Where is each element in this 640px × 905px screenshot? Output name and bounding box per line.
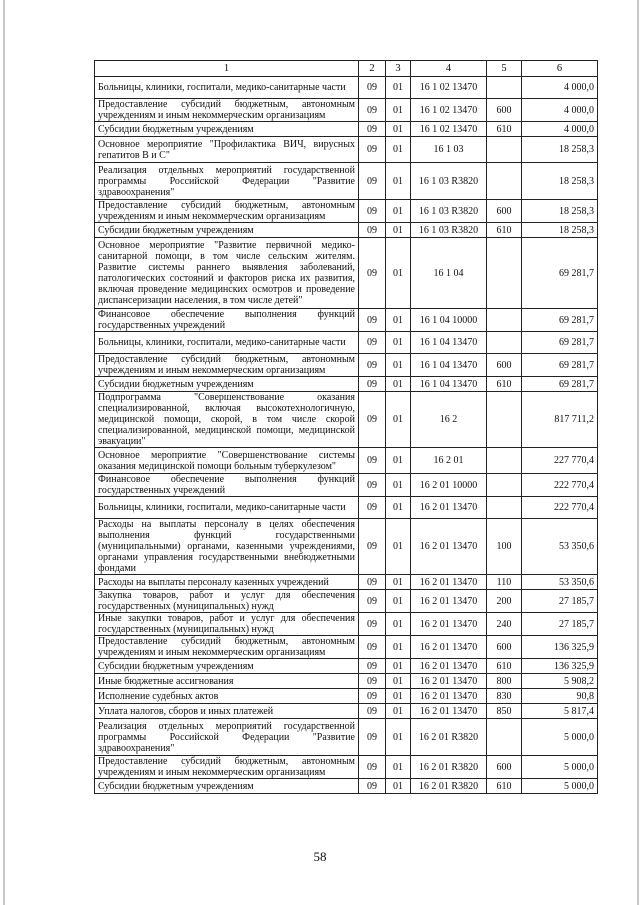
row-subsection: 01 [386,200,411,223]
row-target-article: 16 1 03 R3820 [411,223,487,238]
row-name: Основное мероприятие "Развитие первичной медико-санитарной помощи, в том числе сельским жителям. Развитие системы раннего выявления заболеваний, патологических состояний и факторов риска их развития, включая проведение медицинских осмотров и проведение диспансеризации населения, в том числе детей" [95,238,359,309]
row-amount: 222 770,4 [522,497,598,519]
table-row [95,704,598,719]
table-row [95,719,598,756]
row-expense-type: 610 [487,779,522,794]
row-target-article: 16 2 01 13470 [411,519,487,575]
row-section: 09 [359,659,386,674]
table-row [95,238,598,309]
row-subsection: 01 [386,137,411,163]
row-amount: 227 770,4 [522,448,598,474]
row-target-article: 16 1 02 13470 [411,77,487,99]
row-expense-type: 600 [487,99,522,122]
row-target-article: 16 2 01 13470 [411,689,487,704]
row-section: 09 [359,497,386,519]
row-expense-type [487,474,522,497]
row-expense-type: 600 [487,636,522,659]
row-amount: 69 281,7 [522,377,598,392]
row-section: 09 [359,704,386,719]
row-subsection: 01 [386,779,411,794]
row-name: Субсидии бюджетным учреждениям [95,122,359,137]
row-target-article: 16 2 [411,392,487,448]
row-subsection: 01 [386,309,411,332]
row-amount: 5 817,4 [522,704,598,719]
table-row [95,77,598,99]
row-name: Основное мероприятие "Совершенствование системы оказания медицинской помощи больным туберкулезом" [95,448,359,474]
row-amount: 4 000,0 [522,77,598,99]
row-expense-type: 600 [487,354,522,377]
row-amount: 69 281,7 [522,238,598,309]
row-expense-type: 850 [487,704,522,719]
row-expense-type: 240 [487,613,522,636]
row-target-article: 16 2 01 13470 [411,590,487,613]
row-target-article: 16 2 01 13470 [411,704,487,719]
row-name: Исполнение судебных актов [95,689,359,704]
table-row [95,354,598,377]
row-section: 09 [359,756,386,779]
row-name: Иные бюджетные ассигнования [95,674,359,689]
row-expense-type: 800 [487,674,522,689]
row-amount: 69 281,7 [522,354,598,377]
row-section: 09 [359,122,386,137]
row-expense-type: 610 [487,122,522,137]
table-row [95,137,598,163]
row-amount: 5 908,2 [522,674,598,689]
row-subsection: 01 [386,674,411,689]
row-subsection: 01 [386,332,411,354]
row-expense-type [487,309,522,332]
row-name: Закупка товаров, работ и услуг для обеспечения государственных (муниципальных) нужд [95,590,359,613]
row-amount: 5 000,0 [522,779,598,794]
row-section: 09 [359,590,386,613]
row-name: Субсидии бюджетным учреждениям [95,223,359,238]
column-header-subsection: 3 [386,61,411,77]
row-section: 09 [359,137,386,163]
row-section: 09 [359,636,386,659]
row-target-article: 16 2 01 13470 [411,497,487,519]
row-amount: 136 325,9 [522,659,598,674]
row-section: 09 [359,519,386,575]
table-body [95,77,598,794]
row-subsection: 01 [386,122,411,137]
row-amount: 27 185,7 [522,613,598,636]
row-amount: 222 770,4 [522,474,598,497]
scan-edge-left [3,0,5,905]
table-row [95,689,598,704]
table-row [95,200,598,223]
row-subsection: 01 [386,474,411,497]
row-expense-type [487,448,522,474]
row-section: 09 [359,309,386,332]
table-row [95,756,598,779]
row-expense-type: 830 [487,689,522,704]
row-name: Субсидии бюджетным учреждениям [95,377,359,392]
row-name: Реализация отдельных мероприятий государственной программы Российской Федерации "Развитие здравоохранения" [95,163,359,200]
row-name: Предоставление субсидий бюджетным, автономным учреждениям и иным некоммерческим организациям [95,756,359,779]
row-section: 09 [359,377,386,392]
row-expense-type [487,719,522,756]
row-section: 09 [359,575,386,590]
row-expense-type: 110 [487,575,522,590]
row-name: Субсидии бюджетным учреждениям [95,659,359,674]
row-subsection: 01 [386,519,411,575]
row-expense-type [487,332,522,354]
table-row [95,392,598,448]
row-subsection: 01 [386,659,411,674]
scan-edge-right [637,0,639,905]
row-name: Больницы, клиники, госпитали, медико-санитарные части [95,77,359,99]
row-target-article: 16 1 04 [411,238,487,309]
row-expense-type [487,238,522,309]
row-target-article: 16 1 04 10000 [411,309,487,332]
row-target-article: 16 2 01 13470 [411,575,487,590]
row-target-article: 16 2 01 R3820 [411,779,487,794]
row-expense-type: 600 [487,200,522,223]
row-expense-type: 100 [487,519,522,575]
row-subsection: 01 [386,689,411,704]
column-header-amount: 6 [522,61,598,77]
row-subsection: 01 [386,613,411,636]
row-section: 09 [359,163,386,200]
row-name: Финансовое обеспечение выполнения функций государственных учреждений [95,474,359,497]
row-name: Предоставление субсидий бюджетным, автономным учреждениям и иным некоммерческим организациям [95,99,359,122]
row-section: 09 [359,200,386,223]
row-expense-type [487,392,522,448]
row-expense-type [487,163,522,200]
table-row [95,613,598,636]
row-target-article: 16 2 01 10000 [411,474,487,497]
row-target-article: 16 2 01 13470 [411,636,487,659]
table-row [95,674,598,689]
row-target-article: 16 1 03 [411,137,487,163]
row-section: 09 [359,674,386,689]
row-subsection: 01 [386,497,411,519]
row-section: 09 [359,392,386,448]
row-subsection: 01 [386,392,411,448]
row-amount: 69 281,7 [522,332,598,354]
row-name: Предоставление субсидий бюджетным, автономным учреждениям и иным некоммерческим организациям [95,636,359,659]
row-section: 09 [359,719,386,756]
row-name: Расходы на выплаты персоналу казенных учреждений [95,575,359,590]
table-row [95,309,598,332]
column-header-expense-type: 5 [487,61,522,77]
row-target-article: 16 2 01 [411,448,487,474]
row-amount: 53 350,6 [522,575,598,590]
table-row [95,575,598,590]
table-row [95,497,598,519]
row-subsection: 01 [386,756,411,779]
row-section: 09 [359,223,386,238]
row-target-article: 16 1 04 13470 [411,354,487,377]
row-subsection: 01 [386,354,411,377]
row-amount: 27 185,7 [522,590,598,613]
column-header-name: 1 [95,61,359,77]
row-amount: 53 350,6 [522,519,598,575]
row-section: 09 [359,238,386,309]
row-expense-type [487,77,522,99]
row-target-article: 16 1 02 13470 [411,99,487,122]
budget-table [94,60,598,794]
table-row [95,659,598,674]
column-header-section: 2 [359,61,386,77]
row-section: 09 [359,779,386,794]
row-expense-type: 600 [487,756,522,779]
row-name: Предоставление субсидий бюджетным, автономным учреждениям и иным некоммерческим организациям [95,200,359,223]
row-subsection: 01 [386,704,411,719]
row-name: Уплата налогов, сборов и иных платежей [95,704,359,719]
row-target-article: 16 1 04 13470 [411,377,487,392]
header-row [95,61,598,77]
page-number: 58 [313,849,327,864]
row-expense-type: 610 [487,223,522,238]
row-target-article: 16 2 01 R3820 [411,719,487,756]
row-subsection: 01 [386,77,411,99]
row-amount: 90,8 [522,689,598,704]
table-row [95,122,598,137]
row-name: Иные закупки товаров, работ и услуг для обеспечения государственных (муниципальных) нужд [95,613,359,636]
table-row [95,377,598,392]
row-target-article: 16 1 02 13470 [411,122,487,137]
row-name: Больницы, клиники, госпитали, медико-санитарные части [95,497,359,519]
row-expense-type: 200 [487,590,522,613]
row-subsection: 01 [386,575,411,590]
row-subsection: 01 [386,448,411,474]
row-subsection: 01 [386,377,411,392]
row-name: Субсидии бюджетным учреждениям [95,779,359,794]
table-row [95,448,598,474]
table-row [95,163,598,200]
row-target-article: 16 2 01 13470 [411,674,487,689]
row-subsection: 01 [386,636,411,659]
row-amount: 136 325,9 [522,636,598,659]
row-amount: 5 000,0 [522,756,598,779]
row-section: 09 [359,77,386,99]
row-name: Реализация отдельных мероприятий государственной программы Российской Федерации "Развитие здравоохранения" [95,719,359,756]
row-amount: 4 000,0 [522,122,598,137]
table-row [95,223,598,238]
row-name: Основное мероприятие "Профилактика ВИЧ, вирусных гепатитов В и С" [95,137,359,163]
row-amount: 18 258,3 [522,200,598,223]
table-row [95,474,598,497]
table-row [95,332,598,354]
row-section: 09 [359,332,386,354]
row-amount: 18 258,3 [522,223,598,238]
row-section: 09 [359,99,386,122]
row-section: 09 [359,354,386,377]
row-target-article: 16 1 03 R3820 [411,163,487,200]
table-row [95,779,598,794]
row-expense-type [487,497,522,519]
table-row [95,590,598,613]
row-name: Расходы на выплаты персоналу в целях обеспечения выполнения функций государственными (муниципальными) органами, казенными учреждениями, органами управления государственными внебюджетными фондами [95,519,359,575]
row-amount: 817 711,2 [522,392,598,448]
row-amount: 69 281,7 [522,309,598,332]
row-expense-type [487,137,522,163]
row-section: 09 [359,474,386,497]
table-row [95,99,598,122]
row-subsection: 01 [386,223,411,238]
row-section: 09 [359,448,386,474]
table-row [95,636,598,659]
row-target-article: 16 1 04 13470 [411,332,487,354]
row-section: 09 [359,613,386,636]
row-subsection: 01 [386,163,411,200]
row-name: Подпрограмма "Совершенствование оказания специализированной, включая высокотехнологичную, медицинской помощи, скорой, в том числе скорой специализированной, медицинской помощи, медицинской эвакуации" [95,392,359,448]
row-target-article: 16 2 01 R3820 [411,756,487,779]
row-name: Больницы, клиники, госпитали, медико-санитарные части [95,332,359,354]
row-subsection: 01 [386,99,411,122]
row-amount: 18 258,3 [522,137,598,163]
row-section: 09 [359,689,386,704]
row-target-article: 16 2 01 13470 [411,659,487,674]
row-expense-type: 610 [487,377,522,392]
row-subsection: 01 [386,590,411,613]
row-name: Финансовое обеспечение выполнения функций государственных учреждений [95,309,359,332]
column-header-target-article: 4 [411,61,487,77]
row-subsection: 01 [386,238,411,309]
row-amount: 18 258,3 [522,163,598,200]
table-row [95,519,598,575]
row-subsection: 01 [386,719,411,756]
row-target-article: 16 1 03 R3820 [411,200,487,223]
row-name: Предоставление субсидий бюджетным, автономным учреждениям и иным некоммерческим организациям [95,354,359,377]
row-amount: 4 000,0 [522,99,598,122]
row-amount: 5 000,0 [522,719,598,756]
row-target-article: 16 2 01 13470 [411,613,487,636]
row-expense-type: 610 [487,659,522,674]
